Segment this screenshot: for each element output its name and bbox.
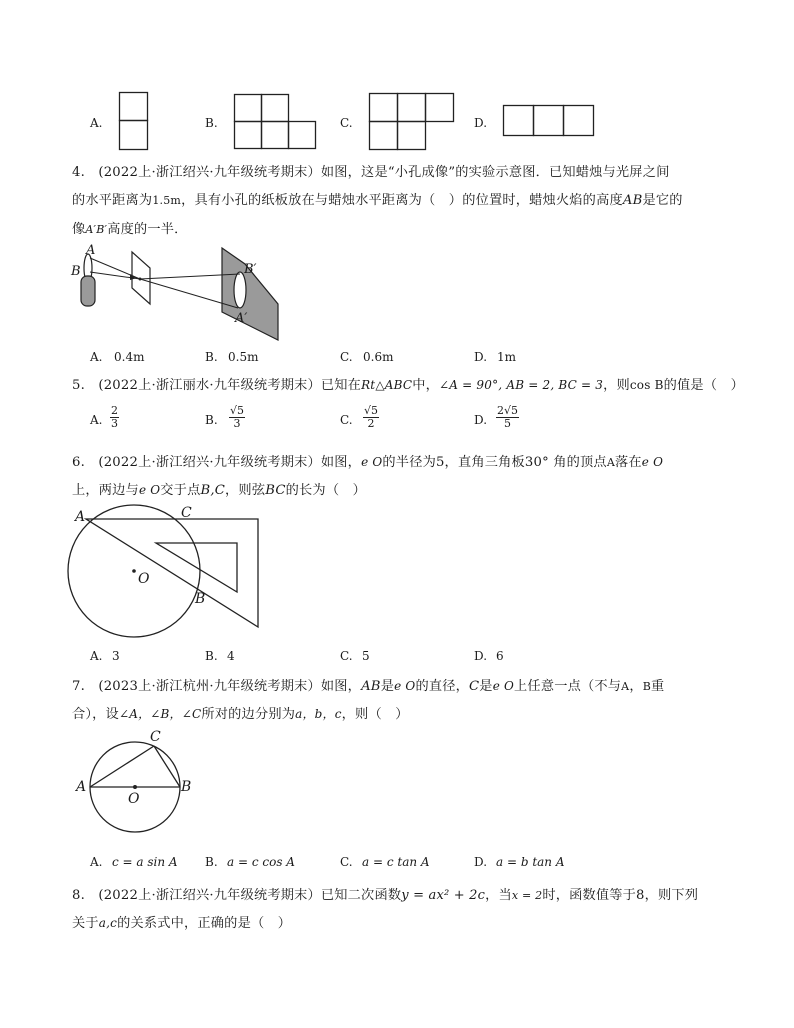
q5-option-c-letter: C. [340,413,353,427]
q7-option-a-value: c = a sin A [112,855,178,869]
q6-option-d-value: 6 [496,649,504,663]
q7-option-b-letter: B. [205,855,218,869]
q7-circle-figure [90,735,190,841]
q3-option-b-letter: B. [205,116,218,130]
q7-text-line1: 7. (2023上·浙江杭州·九年级统考期末）如图，AB是e O的直径，C是e O上任意一点（不与A，B重 [72,679,665,694]
q7-fig-label-B: B [181,779,192,795]
q4-fig-label-A: A [86,243,96,258]
q5-option-b-letter: B. [205,413,218,427]
q7-fig-label-C: C [150,729,161,745]
q7-option-d-value: a = b tan A [496,855,565,869]
q4-fig-label-B: B [71,264,81,279]
q4-text-line2: 的水平距离为1.5m，具有小孔的纸板放在与蜡烛水平距离为（ ）的位置时，蜡烛火焰的高度AB是它的 [72,193,683,208]
q4-option-a-letter: A. [90,350,103,364]
q3-option-a-figure [119,92,149,152]
q6-option-b-value: 4 [227,649,235,663]
q6-option-b-letter: B. [205,649,218,663]
q5-text-line1: 5. (2022上·浙江丽水·九年级统考期末）已知在Rt△ABC中，∠A = 90°, AB = 2, BC = 3，则cos B的值是（ ） [72,378,744,393]
q4-text-line1: 4. (2022上·浙江绍兴·九年级统考期末）如图，这是“小孔成像”的实验示意图．已知蜡烛与光屏之间 [72,165,670,180]
q7-option-d-letter: D. [474,855,488,869]
q6-fig-label-B: B [195,591,206,607]
q6-option-a-value: 3 [112,649,120,663]
q6-option-a-letter: A. [90,649,103,663]
q3-option-d-letter: D. [474,116,488,130]
q4-fig-label-Aprime: A′ [235,311,248,326]
q6-fig-label-C: C [181,505,192,521]
q4-fig-label-Bprime: B′ [244,262,257,277]
q3-option-a-letter: A. [90,116,103,130]
q3-option-b-figure [234,94,318,150]
q5-option-b-fraction: $\frac{√5}{3}$ [230,404,245,430]
q7-option-a-letter: A. [90,855,103,869]
q4-option-c-letter: C. [340,350,353,364]
q5-option-c-fraction: $\frac{√5}{2}$ [364,404,379,430]
q5-option-d-letter: D. [474,413,488,427]
q4-option-c-value: 0.6m [363,350,394,364]
q7-fig-label-O: O [128,791,140,807]
q3-option-c-letter: C. [340,116,353,130]
q4-text-line3: 像A′B′高度的一半． [72,222,188,237]
q6-fig-label-O: O [138,571,150,587]
q7-option-b-value: a = c cos A [227,855,295,869]
q6-circle-triangle-figure [70,505,270,645]
q8-text-line1: 8. (2022上·浙江绍兴·九年级统考期末）已知二次函数y = ax² + 2c，当x = 2时，函数值等于8，则下列 [72,888,699,903]
q8-text-line2: 关于a,c的关系式中，正确的是（ ） [72,916,292,931]
q7-option-c-letter: C. [340,855,353,869]
q6-option-c-letter: C. [340,649,353,663]
q5-option-a-letter: A. [90,413,103,427]
q6-fig-label-A: A [75,509,86,525]
q4-pinhole-figure [70,240,300,345]
q4-option-a-value: 0.4m [114,350,145,364]
q4-option-d-value: 1m [497,350,517,364]
q6-option-c-value: 5 [362,649,370,663]
q6-option-d-letter: D. [474,649,488,663]
q7-option-c-value: a = c tan A [362,855,430,869]
q3-option-d-figure [503,105,595,137]
q6-text-line1: 6. (2022上·浙江绍兴·九年级统考期末）如图，e O的半径为5，直角三角板30° 角的顶点A落在e O [72,455,664,470]
q7-text-line2: 合），设∠A，∠B，∠C所对的边分别为a，b，c，则（ ） [72,707,409,722]
q7-fig-label-A: A [76,779,87,795]
q5-option-a-fraction: $\frac{2}{3}$ [111,404,118,430]
q3-option-c-figure [369,93,455,151]
q4-option-d-letter: D. [474,350,488,364]
q6-text-line2: 上，两边与e O交于点B,C，则弦BC的长为（ ） [72,483,366,498]
q4-option-b-letter: B. [205,350,218,364]
q4-option-b-value: 0.5m [228,350,259,364]
q5-option-d-fraction: $\frac{2√5}{5}$ [497,404,519,430]
